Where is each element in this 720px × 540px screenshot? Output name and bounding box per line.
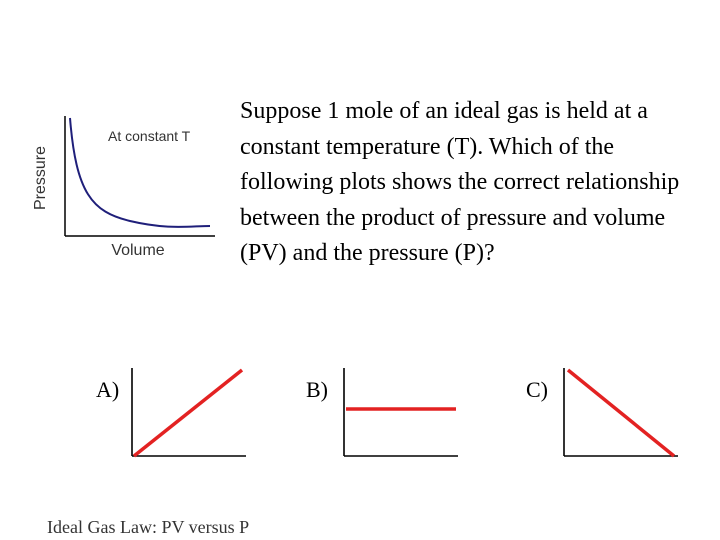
option-a-plot (128, 366, 250, 462)
question-text: Suppose 1 mole of an ideal gas is held at a constant temperature (T). Which of the following plots shows the correct relationship between the product of pressure and volume (PV) and the pressure (P)? (240, 98, 680, 266)
constant-t-annotation: At constant T (108, 128, 191, 144)
footer-caption: Ideal Gas Law: PV versus P (47, 517, 250, 537)
option-b-plot (340, 366, 462, 462)
option-c-plot (560, 366, 682, 462)
option-b-label: B) (306, 377, 328, 402)
y-axis-label: Pressure (32, 145, 49, 211)
option-c-line (568, 370, 674, 456)
pressure-volume-figure (30, 108, 230, 263)
option-c-label: C) (526, 377, 548, 402)
x-axis-label: Volume (111, 242, 165, 259)
option-a-label: A) (96, 377, 120, 402)
pressure-volume-plot (30, 108, 230, 263)
option-a-line (134, 370, 242, 456)
